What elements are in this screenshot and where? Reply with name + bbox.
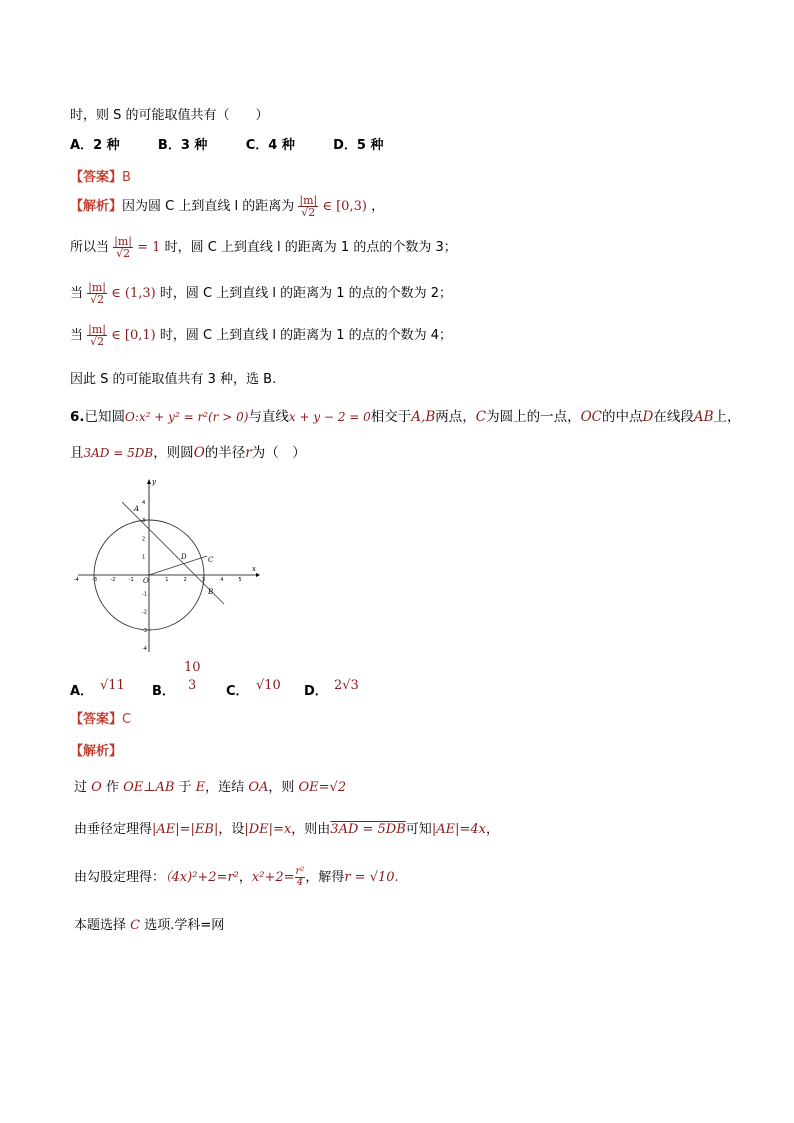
q5-option-c-text: 4 种 [268, 138, 295, 153]
q6-options [70, 660, 490, 699]
x-tick-label: 3 [201, 577, 206, 583]
q5-analysis-line4 [70, 324, 452, 347]
q5-line1-interval: ∈ [0,3) [322, 199, 367, 214]
point-b-label: B [208, 588, 214, 596]
x-tick-label: 1 [165, 577, 169, 583]
q5-line4-interval: ∈ [0,1) [111, 328, 156, 343]
q5-option-d-text: 5 种 [356, 138, 384, 153]
y-tick-label: 2 [142, 536, 146, 543]
q5-conclusion: 因此 S 的可能取值共有 3 种，选 B. [70, 372, 277, 387]
q6-circle-eq: O:x² + y² = r²(r > 0) [125, 410, 249, 424]
q6-number: 6. [70, 409, 85, 425]
q5-line1-fraction: $\frac{|m|}{√2}$ [299, 194, 318, 219]
y-tick-label: 1 [142, 554, 146, 561]
point-a-label: A [134, 505, 140, 513]
q6-option-a-value: √11 [100, 678, 125, 693]
q6-stem-line2: 且3AD = 5DB，则圆O的半径r为（ ） [70, 445, 306, 461]
q6-option-b-num: 10 [184, 660, 201, 675]
q6-step4: 本题选择 C 选项.学科=网 [74, 918, 225, 933]
x-tick-label: 5 [238, 577, 242, 583]
point-d-label: D [181, 553, 187, 561]
q5-analysis-line3 [70, 282, 452, 305]
y-axis-arrow [147, 479, 151, 484]
origin-label: O [143, 577, 149, 585]
q6-option-c-value: √10 [256, 678, 281, 693]
q6-option-c-label: C． [226, 684, 249, 699]
q5-line4-post: 时，圆 C 上到直线 l 的距离为 1 的点的个数为 4； [159, 328, 453, 343]
x-tick-label: -4 [73, 577, 79, 583]
x-tick-label: 2 [183, 577, 187, 583]
q5-line2-pre: 所以当 [70, 240, 110, 255]
q5-answer-tag: 【答案】 [70, 170, 123, 185]
segment-oc [149, 556, 207, 575]
y-axis-label: y [152, 478, 156, 486]
q5-answer [70, 166, 131, 185]
q6-step3: 由勾股定理得：（4x)²+2=r²，x²+2= $\frac{\text{r²}}{4}$ ，解得r = √10. [74, 866, 399, 888]
q6-answer-value: C [122, 712, 132, 727]
y-tick-label: -3 [142, 627, 147, 634]
q5-answer-value: B [122, 170, 131, 185]
y-tick-label: 3 [142, 518, 146, 525]
y-tick-label: -2 [142, 609, 147, 616]
q5-line1-comma: ， [371, 199, 385, 214]
q5-line3-post: 时，圆 C 上到直线 l 的距离为 1 的点的个数为 2； [159, 286, 453, 301]
q5-option-b-label: B． [157, 138, 181, 153]
q5-line4-pre: 当 [70, 328, 84, 343]
q6-option-a-label: A． [70, 684, 94, 699]
q6-answer-tag: 【答案】 [70, 712, 123, 727]
q5-analysis-line2 [70, 236, 457, 259]
q6-step3-fraction: $\frac{\text{r²}}{4}$ [295, 866, 305, 888]
x-tick-label: -2 [110, 577, 116, 583]
q5-line1-text: 因为圆 C 上到直线 l 的距离为 [122, 199, 295, 214]
y-tick-label: -4 [142, 646, 147, 653]
point-c-label: C [208, 556, 214, 564]
q6-option-b-label: B． [152, 684, 175, 699]
q6-stem-line1: 6.已知圆O:x² + y² = r²(r > 0)与直线x + y − 2 = 0相交于A,B两点，C为圆上的一点，OC的中点D在线段AB上， [70, 409, 741, 425]
q6-option-b-den: 3 [188, 678, 197, 693]
q6-option-d-value: 2√3 [334, 678, 359, 693]
q6-step1: 过 O 作 OE⊥AB 于 E，连结 OA，则 OE=√2 [74, 780, 347, 795]
q5-option-c-label: C． [245, 138, 269, 153]
q5-option-d-label: D． [333, 138, 357, 153]
q6-figure [73, 476, 262, 656]
q5-line2-eq: = 1 [137, 240, 161, 255]
q5-option-b-text: 3 种 [180, 138, 208, 153]
q6-analysis-tag: 【解析】 [70, 744, 123, 759]
y-tick-label: -1 [142, 591, 147, 598]
q6-line-eq: x + y − 2 = 0 [288, 410, 371, 424]
q5-option-a-label: A． [70, 138, 94, 153]
x-tick-label: 4 [220, 577, 224, 583]
q6-answer [70, 708, 131, 727]
x-axis-label: x [252, 565, 256, 573]
x-tick-label: -3 [92, 577, 98, 583]
q5-analysis-tag: 【解析】 [70, 199, 123, 214]
y-tick-label: 4 [142, 499, 146, 506]
q6-vector-eq: 3AD = 5DB [83, 446, 154, 460]
x-axis-arrow [256, 573, 260, 577]
q5-line2-fraction: $\frac{|m|}{√2}$ [114, 235, 132, 260]
q5-options [70, 134, 383, 153]
q5-option-a-text: 2 种 [93, 138, 120, 153]
q5-question-tail: 时，则 S 的可能取值共有（ ） [70, 108, 269, 123]
x-tick-label: -1 [128, 577, 134, 583]
q5-line3-fraction: $\frac{|m|}{√2}$ [88, 281, 106, 306]
q5-line3-pre: 当 [70, 286, 84, 301]
q6-option-d-label: D． [304, 684, 328, 699]
q5-analysis-line1 [70, 195, 384, 218]
q5-line4-fraction: $\frac{|m|}{√2}$ [88, 323, 106, 348]
q6-step2: 由垂径定理得|AE|=|EB|，设|DE|=x，则由3AD = 5DB可知|AE|=4x， [74, 822, 499, 837]
q5-line3-interval: ∈ (1,3) [111, 286, 156, 301]
q5-line2-post: 时，圆 C 上到直线 l 的距离为 1 的点的个数为 3； [164, 240, 457, 255]
